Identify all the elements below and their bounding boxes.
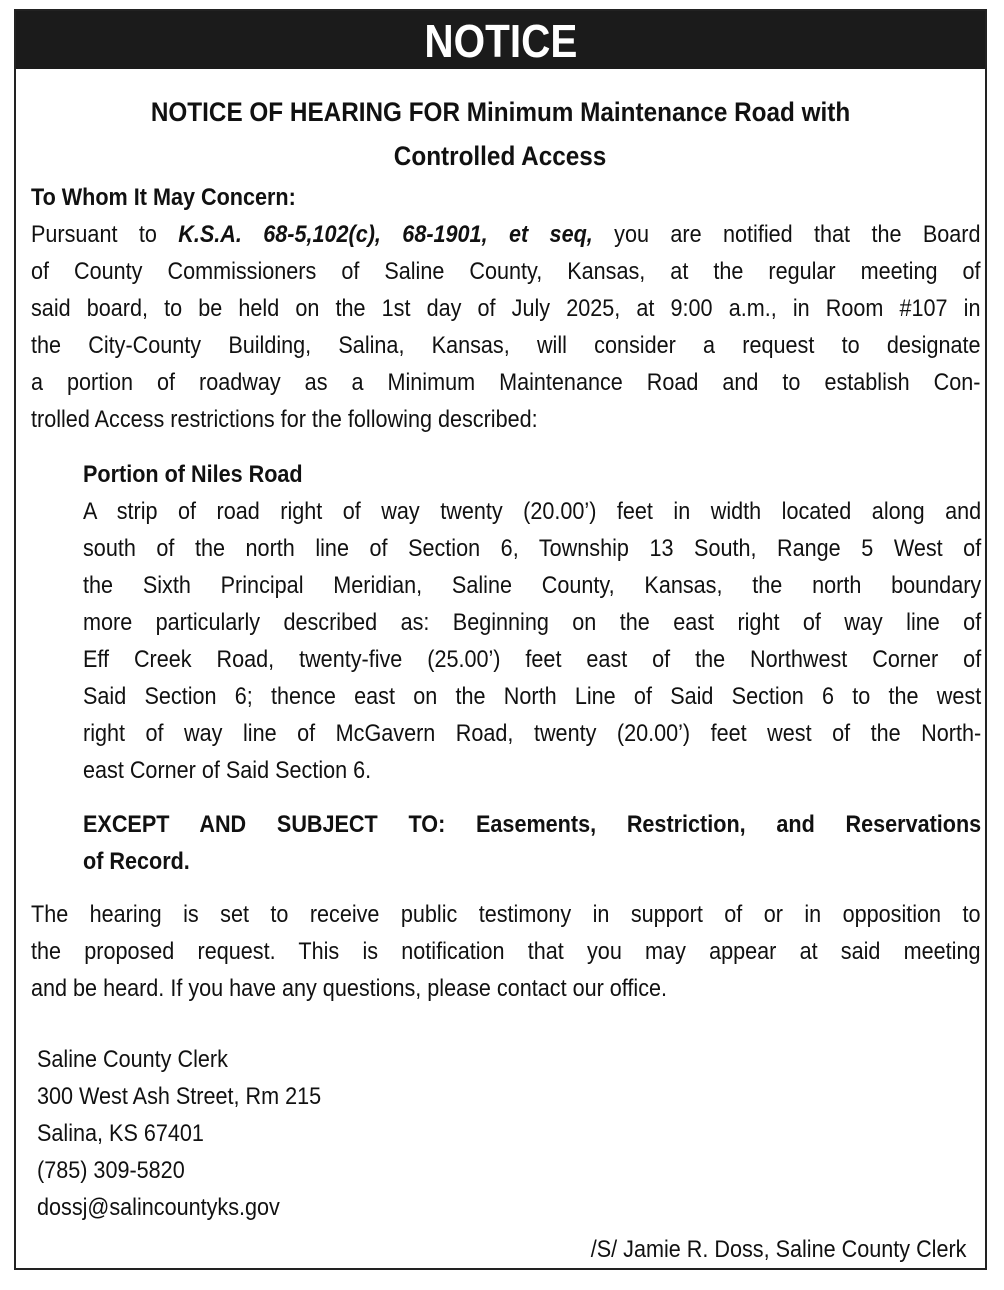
- intro-line-1-rest: you are notified that the Board: [592, 221, 981, 248]
- intro-paragraph: [31, 179, 1004, 438]
- intro-line-3: said board, to be held on the 1st day of July 2025, at 9:00 a.m., in Room #107 in: [31, 295, 981, 322]
- description-block: [83, 456, 1004, 789]
- intro-line-1: [31, 216, 981, 253]
- notice-banner: [16, 11, 985, 69]
- description-title: Portion of Niles Road: [83, 461, 303, 488]
- closing-line-2: the proposed request. This is notification that you may appear at said meeting: [31, 938, 981, 965]
- signature-text: /S/ Jamie R. Doss, Saline County Clerk: [590, 1236, 966, 1263]
- notice-headline: [16, 90, 985, 178]
- salutation: To Whom It May Concern:: [31, 184, 296, 211]
- contact-block: [37, 1041, 637, 1226]
- intro-line-2: of County Commissioners of Saline County, Kansas, at the regular meeting of: [31, 258, 981, 285]
- intro-line-5: a portion of roadway as a Minimum Maintenance Road and to establish Con-: [31, 369, 981, 396]
- intro-line-6: trolled Access restrictions for the following described:: [31, 406, 538, 433]
- notice-banner-text: NOTICE: [424, 15, 577, 67]
- description-line-1: A strip of road right of way twenty (20.00’) feet in width located along and: [83, 498, 982, 525]
- description-line-3: the Sixth Principal Meridian, Saline County, Kansas, the north boundary: [83, 572, 982, 599]
- closing-line-3: and be heard. If you have any questions, please contact our office.: [31, 975, 668, 1002]
- closing-paragraph: [31, 896, 1004, 1007]
- headline-line-1: NOTICE OF HEARING FOR Minimum Maintenance Road with: [150, 97, 851, 127]
- description-line-5: Eff Creek Road, twenty-five (25.00’) feet east of the Northwest Corner of: [83, 646, 982, 673]
- intro-line-4: the City-County Building, Salina, Kansas, will consider a request to designate: [31, 332, 981, 359]
- description-line-8: east Corner of Said Section 6.: [83, 757, 372, 784]
- contact-phone: (785) 309-5820: [37, 1157, 185, 1184]
- headline-line-2: Controlled Access: [394, 141, 607, 171]
- notice-frame: [14, 9, 987, 1270]
- closing-line-1: The hearing is set to receive public testimony in support of or in opposition to: [31, 901, 981, 928]
- description-line-6: Said Section 6; thence east on the North Line of Said Section 6 to the west: [83, 683, 982, 710]
- description-line-7: right of way line of McGavern Road, twenty (20.00’) feet west of the North-: [83, 720, 982, 747]
- description-line-4: more particularly described as: Beginning on the east right of way line of: [83, 609, 982, 636]
- statute-reference: K.S.A. 68-5,102(c), 68-1901, et seq,: [178, 221, 593, 248]
- except-clause: [83, 806, 1004, 880]
- contact-street: 300 West Ash Street, Rm 215: [37, 1083, 322, 1110]
- contact-email: dossj@salincountyks.gov: [37, 1194, 280, 1221]
- contact-name: Saline County Clerk: [37, 1046, 228, 1073]
- description-line-2: south of the north line of Section 6, Township 13 South, Range 5 West of: [83, 535, 982, 562]
- signature: [549, 1231, 966, 1268]
- intro-prefix: Pursuant to: [31, 221, 179, 248]
- contact-city: Salina, KS 67401: [37, 1120, 204, 1147]
- except-line-1: EXCEPT AND SUBJECT TO: Easements, Restriction, and Reservations: [83, 811, 982, 838]
- except-line-2: of Record.: [83, 848, 190, 875]
